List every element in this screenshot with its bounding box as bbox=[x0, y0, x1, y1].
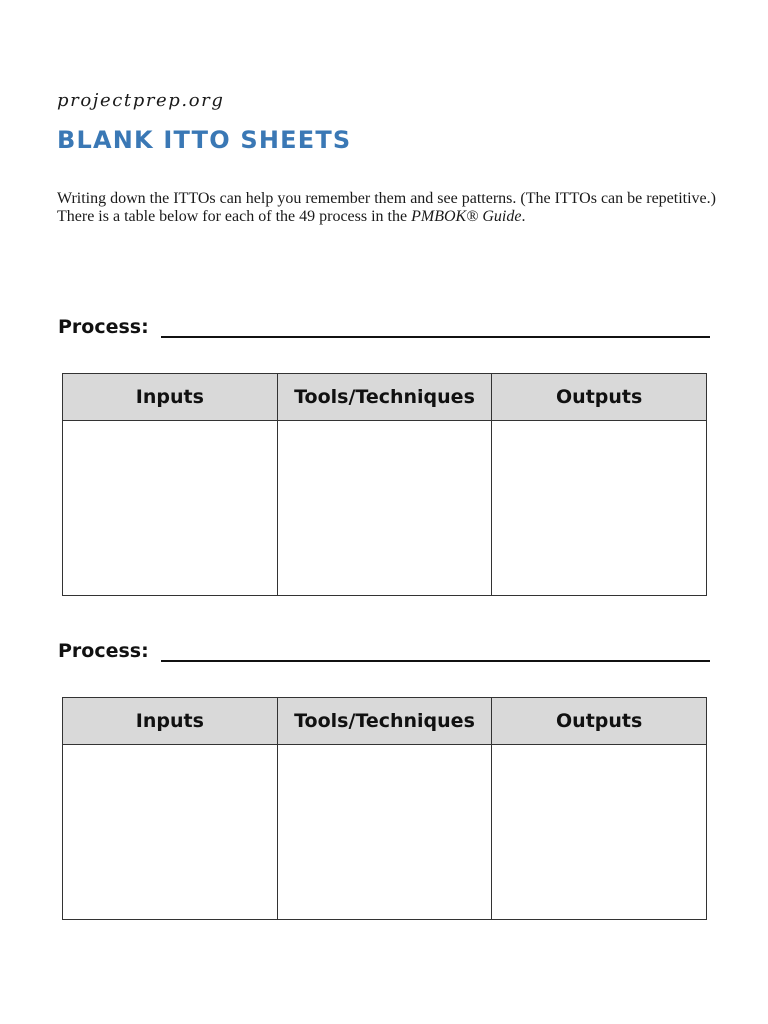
process-field-2 bbox=[58, 638, 710, 662]
process-blank-line[interactable] bbox=[161, 640, 710, 662]
page-title: BLANK ITTO SHEETS bbox=[57, 126, 352, 154]
table-row bbox=[63, 421, 707, 596]
tools-techniques-cell[interactable] bbox=[277, 421, 492, 596]
inputs-header: Inputs bbox=[63, 374, 278, 421]
table-header-row bbox=[63, 374, 707, 421]
tools-techniques-header: Tools/Techniques bbox=[277, 698, 492, 745]
intro-paragraph bbox=[57, 190, 717, 226]
outputs-cell[interactable] bbox=[492, 421, 707, 596]
outputs-header: Outputs bbox=[492, 374, 707, 421]
process-field-1 bbox=[58, 314, 710, 338]
intro-end: . bbox=[521, 208, 526, 225]
process-label: Process: bbox=[58, 316, 149, 338]
table-header-row bbox=[63, 698, 707, 745]
outputs-header: Outputs bbox=[492, 698, 707, 745]
inputs-cell[interactable] bbox=[63, 421, 278, 596]
inputs-cell[interactable] bbox=[63, 745, 278, 920]
table-row bbox=[63, 745, 707, 920]
tools-techniques-header: Tools/Techniques bbox=[277, 374, 492, 421]
tools-techniques-cell[interactable] bbox=[277, 745, 492, 920]
process-label: Process: bbox=[58, 640, 149, 662]
intro-text: Writing down the ITTOs can help you remember them and see patterns. (The ITTOs can be repetitive.) There is a table below for each of the 49 process in the bbox=[57, 190, 716, 225]
process-blank-line[interactable] bbox=[161, 316, 710, 338]
site-name: projectprep.org bbox=[57, 90, 225, 111]
inputs-header: Inputs bbox=[63, 698, 278, 745]
itto-table-2 bbox=[62, 697, 707, 920]
guide-title: PMBOK® Guide bbox=[411, 208, 522, 225]
outputs-cell[interactable] bbox=[492, 745, 707, 920]
itto-table-1 bbox=[62, 373, 707, 596]
